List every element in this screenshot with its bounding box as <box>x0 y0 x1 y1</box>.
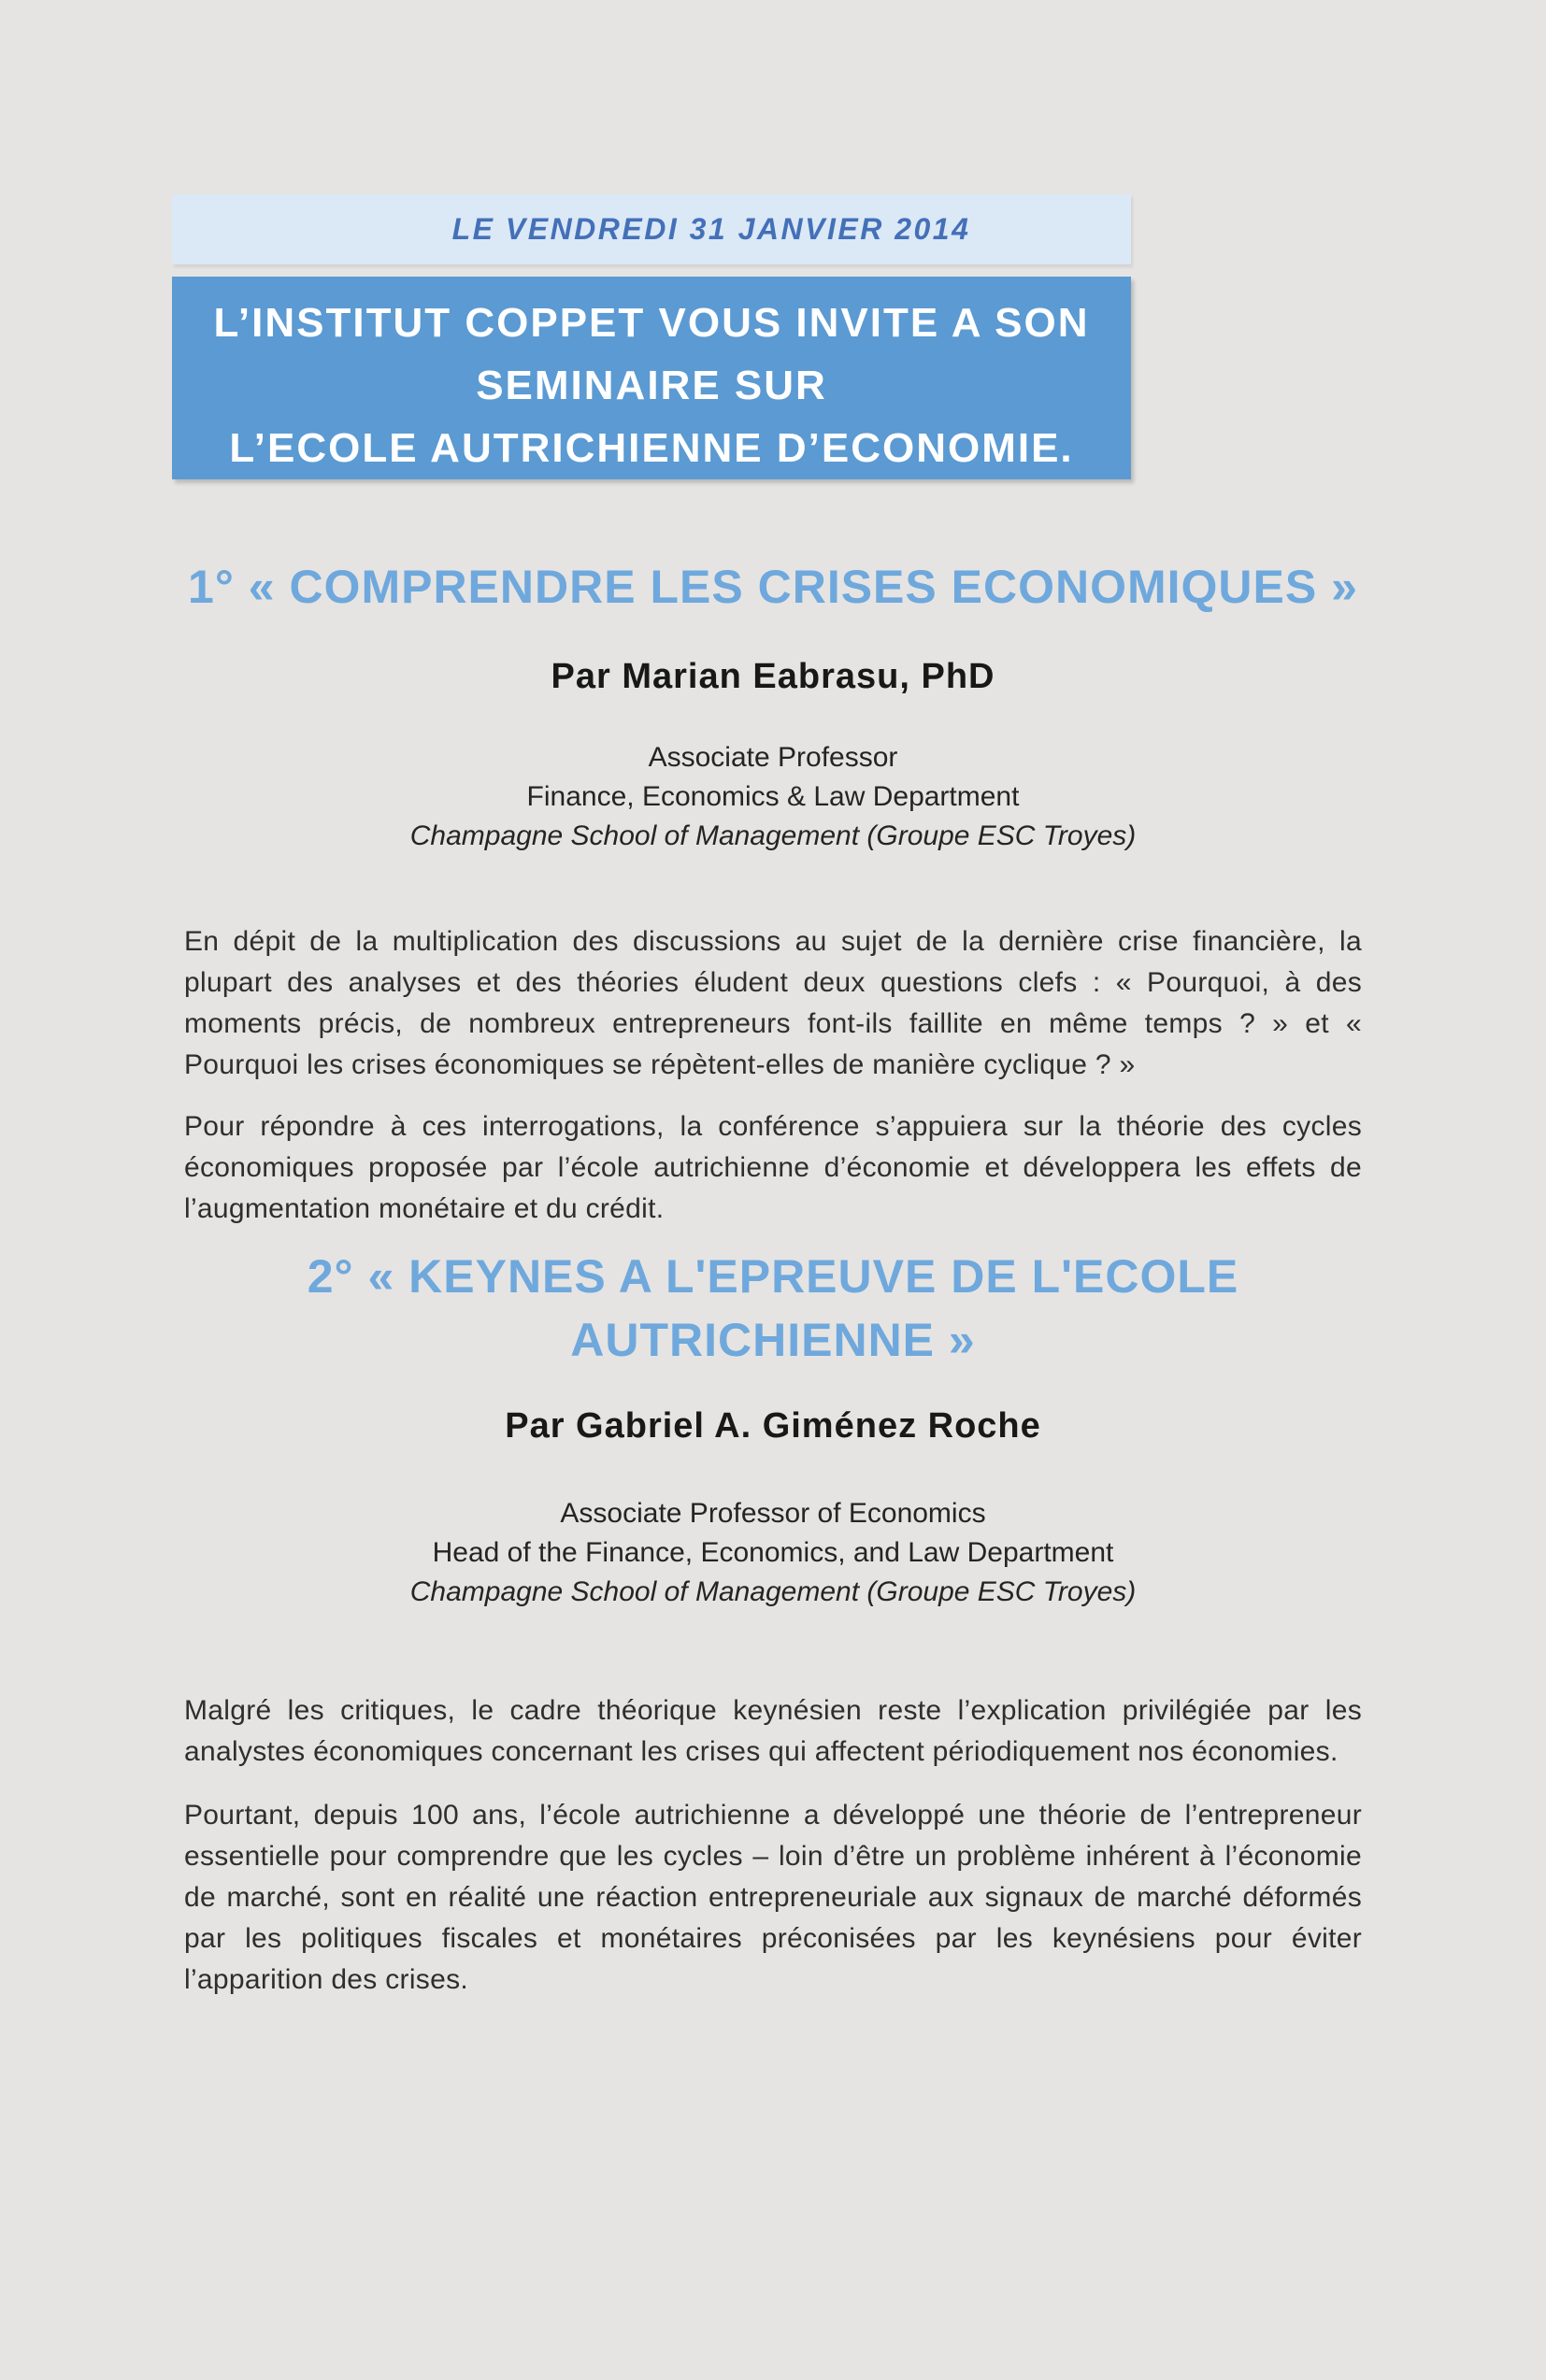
title-banner-line: SEMINAIRE SUR <box>476 363 827 408</box>
section1-paragraph: En dépit de la multiplication des discussions au sujet de la dernière crise financière, la plupart des analyses et des théories éludent deux questions clefs : « Pourquoi, à des moments précis, de nombreux entrepreneurs font-ils faillite en même temps ? » et « Pourquoi les crises économiques se répètent-elles de manière cyclique ? » <box>184 925 1362 1080</box>
section2-paragraph: Pourtant, depuis 100 ans, l’école autrichienne a développé une théorie de l’entrepreneur essentielle pour comprendre que les cycles – loin d’être un problème inhérent à l’économie de marché, sont en réalité une réaction entrepreneuriale aux signaux de marché déformés par les politiques fiscales et monétaires préconisées par les keynésiens pour éviter l’apparition des crises. <box>184 1799 1362 1995</box>
section1-paragraph: Pour répondre à ces interrogations, la conférence s’appuiera sur la théorie des cycles économiques proposée par l’école autrichienne d’économie et développera les effets de l’augmentation monétaire et du crédit. <box>184 1110 1362 1224</box>
section2-paragraph: Malgré les critiques, le cadre théorique keynésien reste l’explication privilégiée par les analystes économiques concernant les crises qui affectent périodiquement nos économies. <box>184 1694 1362 1767</box>
page <box>0 194 1546 2380</box>
section2-affiliation <box>0 1494 1546 1612</box>
section2-heading-line: 2° « KEYNES A L'EPREUVE DE L'ECOLE <box>307 1249 1239 1303</box>
affiliation-line: Associate Professor of Economics <box>560 1497 986 1529</box>
section2-heading-line: AUTRICHIENNE » <box>570 1313 976 1366</box>
section1-speaker-name: Par Marian Eabrasu, PhD <box>551 657 995 696</box>
section2-heading <box>0 1245 1546 1372</box>
title-banner-line: L’INSTITUT COPPET VOUS INVITE A SON <box>213 300 1090 346</box>
affiliation-line: Head of the Finance, Economics, and Law Department <box>432 1536 1114 1568</box>
affiliation-line: Champagne School of Management (Groupe ESC Troyes) <box>409 1575 1137 1607</box>
affiliation-line: Champagne School of Management (Groupe ESC Troyes) <box>409 819 1137 851</box>
affiliation-line: Associate Professor <box>648 741 898 773</box>
date-text: LE VENDREDI 31 JANVIER 2014 <box>451 212 971 246</box>
section2-speaker-name: Par Gabriel A. Giménez Roche <box>505 1405 1041 1446</box>
title-banner-line: L’ECOLE AUTRICHIENNE D’ECONOMIE. <box>229 425 1074 471</box>
section1-heading: 1° « COMPRENDRE LES CRISES ECONOMIQUES » <box>188 561 1358 613</box>
date-banner <box>172 194 1131 264</box>
section1-affiliation <box>0 738 1546 856</box>
title-banner <box>172 277 1131 479</box>
affiliation-line: Finance, Economics & Law Department <box>526 780 1020 812</box>
